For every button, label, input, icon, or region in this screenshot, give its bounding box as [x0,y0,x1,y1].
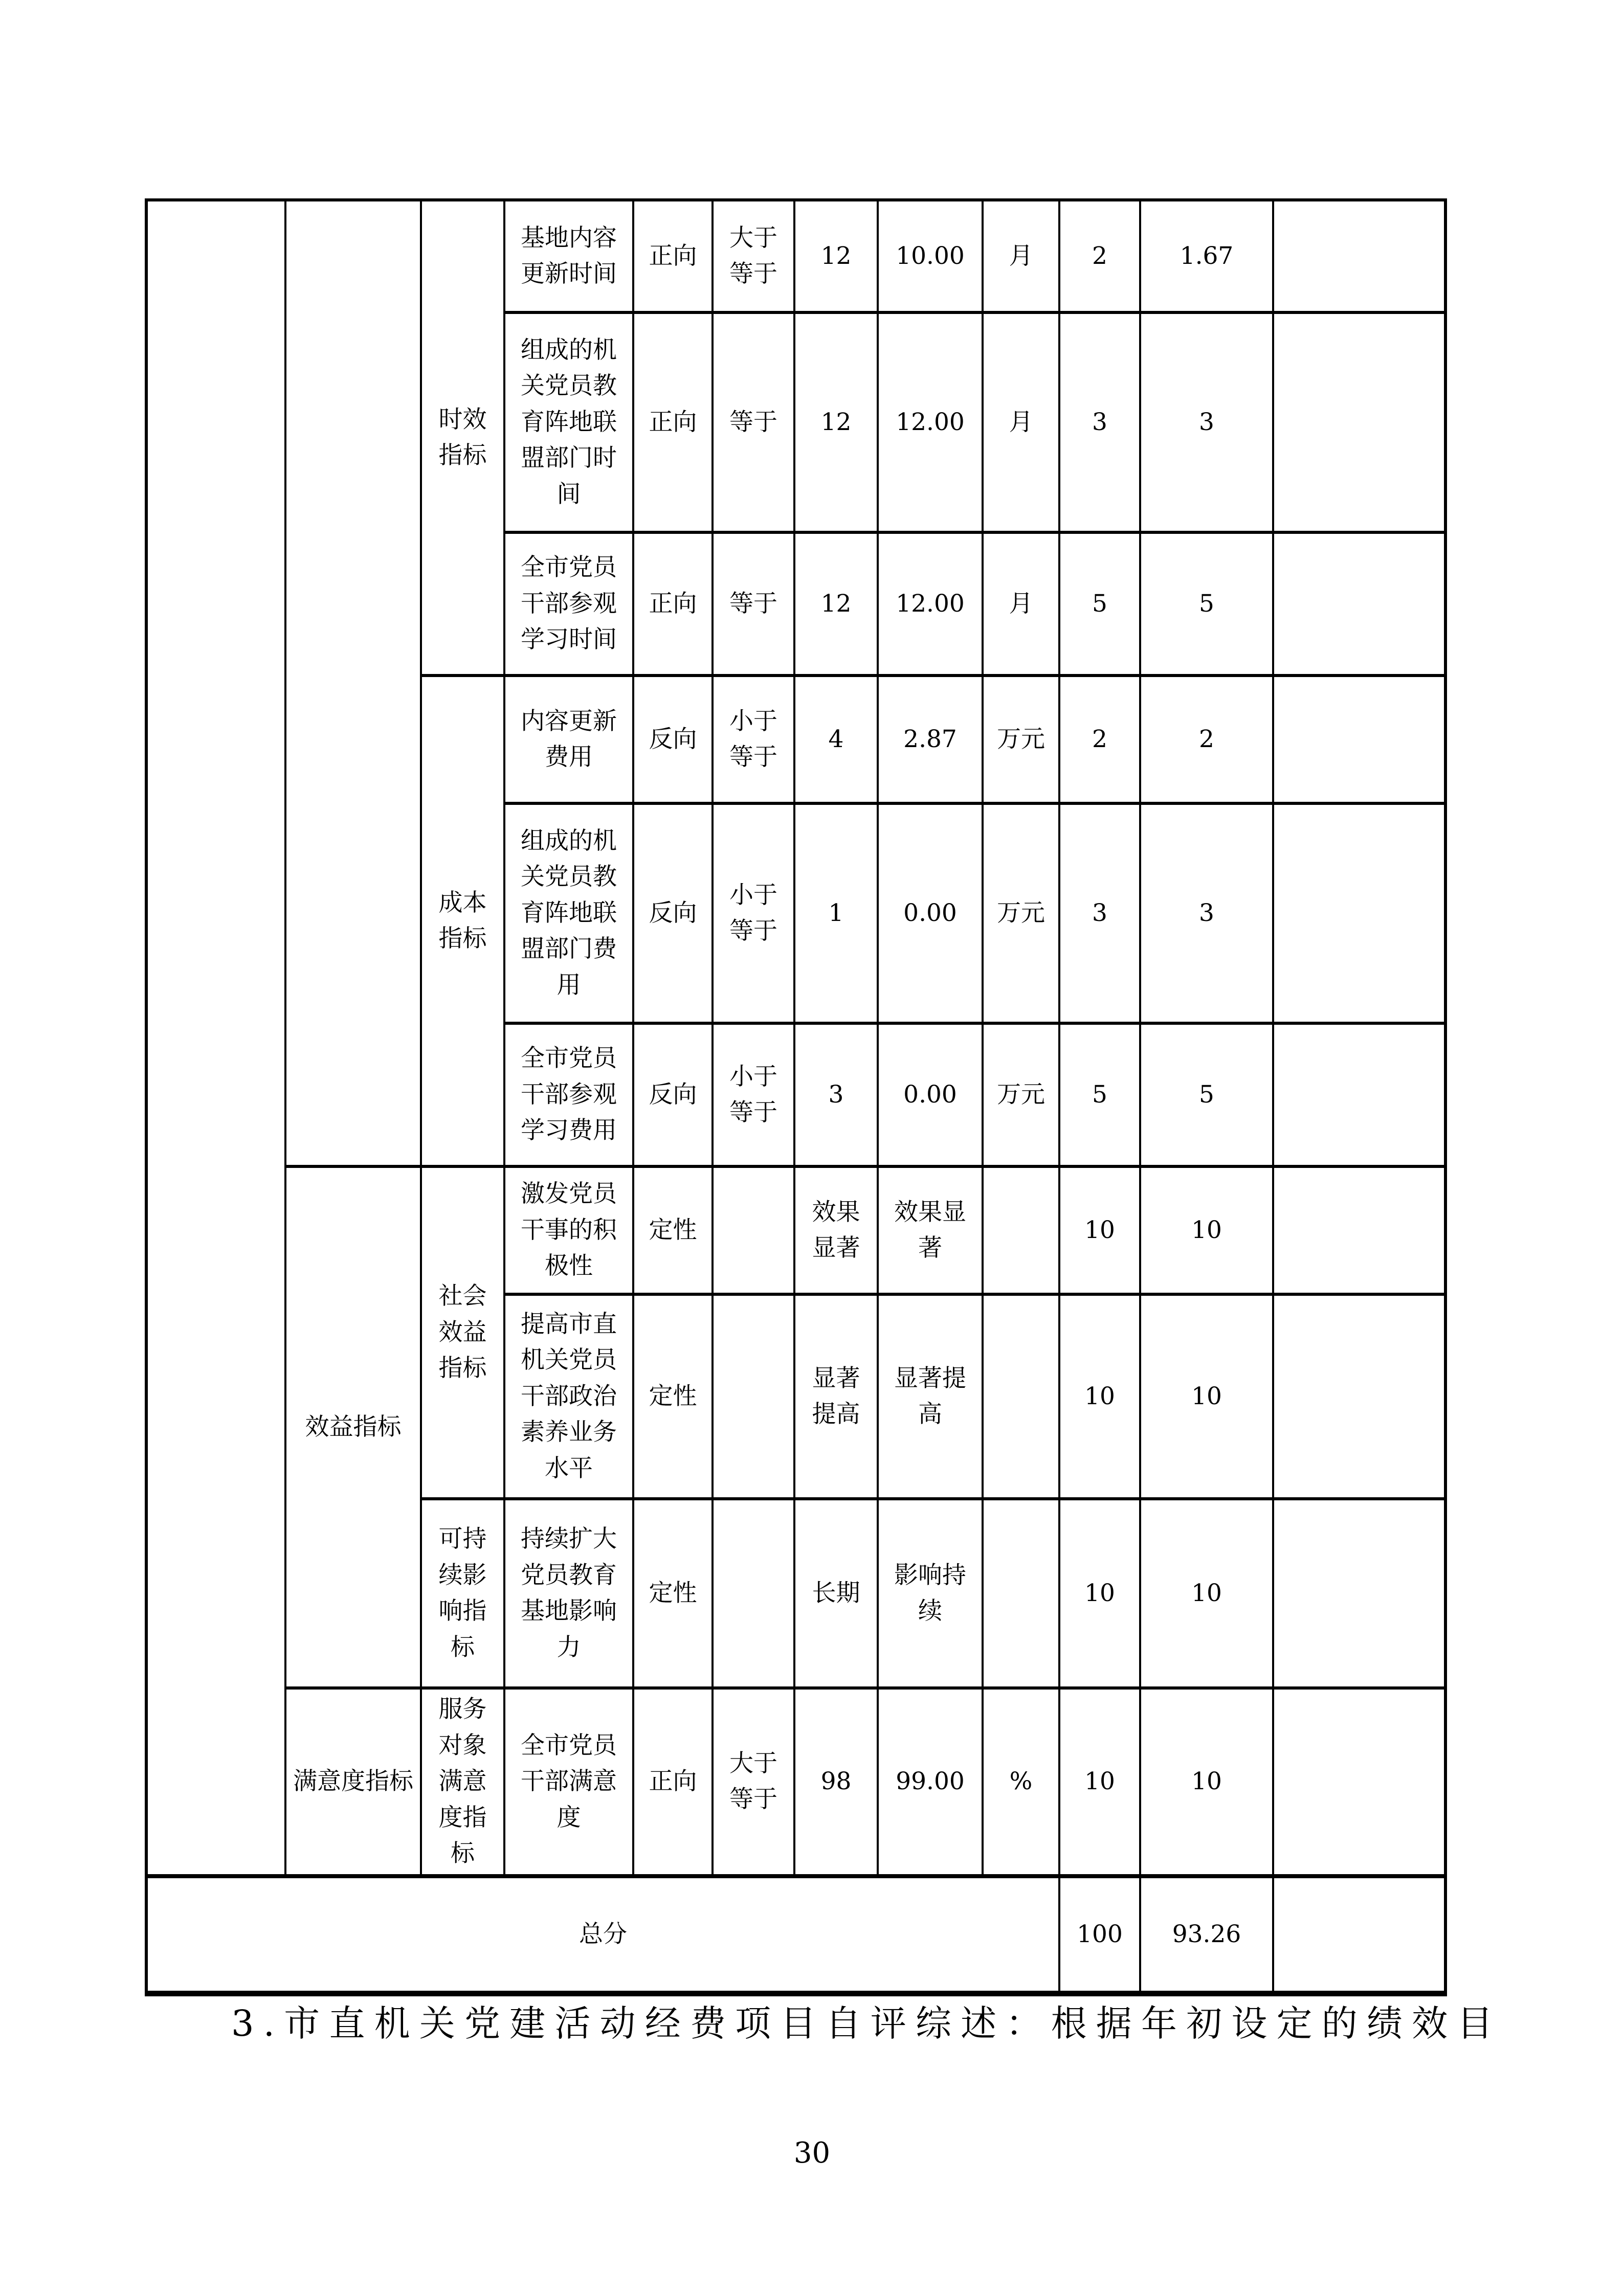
cell-weight: 10 [1059,1499,1140,1688]
cell-weight: 10 [1059,1166,1140,1294]
cell-actual-value: 10.00 [878,200,983,312]
cell-group-service-satisfaction: 服务对象满意度指标 [421,1688,504,1876]
table-row [146,1166,1445,1294]
cell-total-weight: 100 [1059,1876,1140,1994]
cell-score: 3 [1140,803,1273,1023]
cell-group-timeliness: 时效指标 [421,200,504,676]
cell-comparison-operator [713,1499,794,1688]
cell-total-note [1273,1876,1445,1994]
cell-weight: 5 [1059,532,1140,676]
cell-target-value: 效果显著 [794,1166,878,1294]
cell-group-benefit: 效益指标 [285,1166,421,1688]
cell-indicator-name: 内容更新费用 [504,676,633,803]
cell-indicator-name: 全市党员干部满意度 [504,1688,633,1876]
cell-note [1273,676,1445,803]
cell-indicator-name: 组成的机关党员教育阵地联盟部门费用 [504,803,633,1023]
cell-score: 2 [1140,676,1273,803]
cell-unit: 万元 [983,676,1059,803]
cell-direction: 反向 [633,1023,713,1166]
cell-weight: 3 [1059,312,1140,532]
cell-target-value: 12 [794,532,878,676]
cell-comparison-operator: 小于等于 [713,676,794,803]
cell-actual-value: 显著提高 [878,1294,983,1499]
cell-group-social-benefit: 社会效益指标 [421,1166,504,1499]
cell-score: 3 [1140,312,1273,532]
cell-target-value: 1 [794,803,878,1023]
cell-note [1273,200,1445,312]
cell-actual-value: 12.00 [878,312,983,532]
self-evaluation-summary-text: 3.市直机关党建活动经费项目自评综述：根据年初设定的绩效目 [231,2002,1502,2044]
cell-group-cost: 成本指标 [421,676,504,1166]
cell-comparison-operator: 等于 [713,532,794,676]
cell-unit: % [983,1688,1059,1876]
table-total-row [146,1876,1445,1994]
cell-note [1273,1499,1445,1688]
cell-note [1273,1294,1445,1499]
cell-indicator-name: 激发党员干事的积极性 [504,1166,633,1294]
cell-target-value: 长期 [794,1499,878,1688]
cell-direction: 定性 [633,1294,713,1499]
cell-target-value: 12 [794,200,878,312]
cell-unit [983,1294,1059,1499]
cell-target-value: 98 [794,1688,878,1876]
cell-score: 10 [1140,1294,1273,1499]
cell-target-value: 4 [794,676,878,803]
cell-weight: 10 [1059,1688,1140,1876]
cell-indicator-name: 提高市直机关党员干部政治素养业务水平 [504,1294,633,1499]
cell-comparison-operator: 小于等于 [713,803,794,1023]
cell-indicator-name: 全市党员干部参观学习时间 [504,532,633,676]
cell-total-label: 总分 [146,1876,1059,1994]
cell-direction: 定性 [633,1499,713,1688]
cell-indicator-name: 基地内容更新时间 [504,200,633,312]
cell-actual-value: 12.00 [878,532,983,676]
cell-actual-value: 0.00 [878,803,983,1023]
table-row [146,200,1445,312]
cell-note [1273,532,1445,676]
cell-comparison-operator [713,1294,794,1499]
cell-note [1273,1688,1445,1876]
cell-category-level2-upper [285,200,421,1166]
cell-note [1273,312,1445,532]
cell-unit [983,1166,1059,1294]
cell-unit: 月 [983,532,1059,676]
cell-score: 5 [1140,532,1273,676]
cell-weight: 10 [1059,1294,1140,1499]
cell-unit [983,1499,1059,1688]
cell-group-sustainable-impact: 可持续影响指标 [421,1499,504,1688]
page-number: 30 [793,2136,831,2170]
cell-direction: 反向 [633,676,713,803]
cell-category-level1 [146,200,285,1876]
cell-unit: 万元 [983,1023,1059,1166]
cell-direction: 正向 [633,312,713,532]
cell-unit: 月 [983,312,1059,532]
cell-unit: 月 [983,200,1059,312]
cell-comparison-operator [713,1166,794,1294]
performance-indicator-table [145,198,1447,1996]
cell-target-value: 显著提高 [794,1294,878,1499]
cell-direction: 定性 [633,1166,713,1294]
cell-weight: 5 [1059,1023,1140,1166]
cell-comparison-operator: 大于等于 [713,1688,794,1876]
cell-note [1273,1166,1445,1294]
cell-unit: 万元 [983,803,1059,1023]
cell-total-score: 93.26 [1140,1876,1273,1994]
table-row [146,1688,1445,1876]
cell-target-value: 3 [794,1023,878,1166]
cell-indicator-name: 全市党员干部参观学习费用 [504,1023,633,1166]
cell-target-value: 12 [794,312,878,532]
cell-actual-value: 99.00 [878,1688,983,1876]
cell-weight: 3 [1059,803,1140,1023]
cell-group-satisfaction: 满意度指标 [285,1688,421,1876]
cell-score: 5 [1140,1023,1273,1166]
cell-direction: 反向 [633,803,713,1023]
cell-direction: 正向 [633,200,713,312]
cell-weight: 2 [1059,200,1140,312]
cell-actual-value: 2.87 [878,676,983,803]
cell-score: 10 [1140,1688,1273,1876]
cell-direction: 正向 [633,1688,713,1876]
cell-indicator-name: 组成的机关党员教育阵地联盟部门时间 [504,312,633,532]
cell-direction: 正向 [633,532,713,676]
cell-comparison-operator: 大于等于 [713,200,794,312]
cell-score: 1.67 [1140,200,1273,312]
cell-note [1273,803,1445,1023]
cell-weight: 2 [1059,676,1140,803]
cell-actual-value: 0.00 [878,1023,983,1166]
cell-indicator-name: 持续扩大党员教育基地影响力 [504,1499,633,1688]
cell-actual-value: 效果显著 [878,1166,983,1294]
cell-score: 10 [1140,1166,1273,1294]
cell-actual-value: 影响持续 [878,1499,983,1688]
cell-comparison-operator: 等于 [713,312,794,532]
cell-comparison-operator: 小于等于 [713,1023,794,1166]
cell-note [1273,1023,1445,1166]
cell-score: 10 [1140,1499,1273,1688]
